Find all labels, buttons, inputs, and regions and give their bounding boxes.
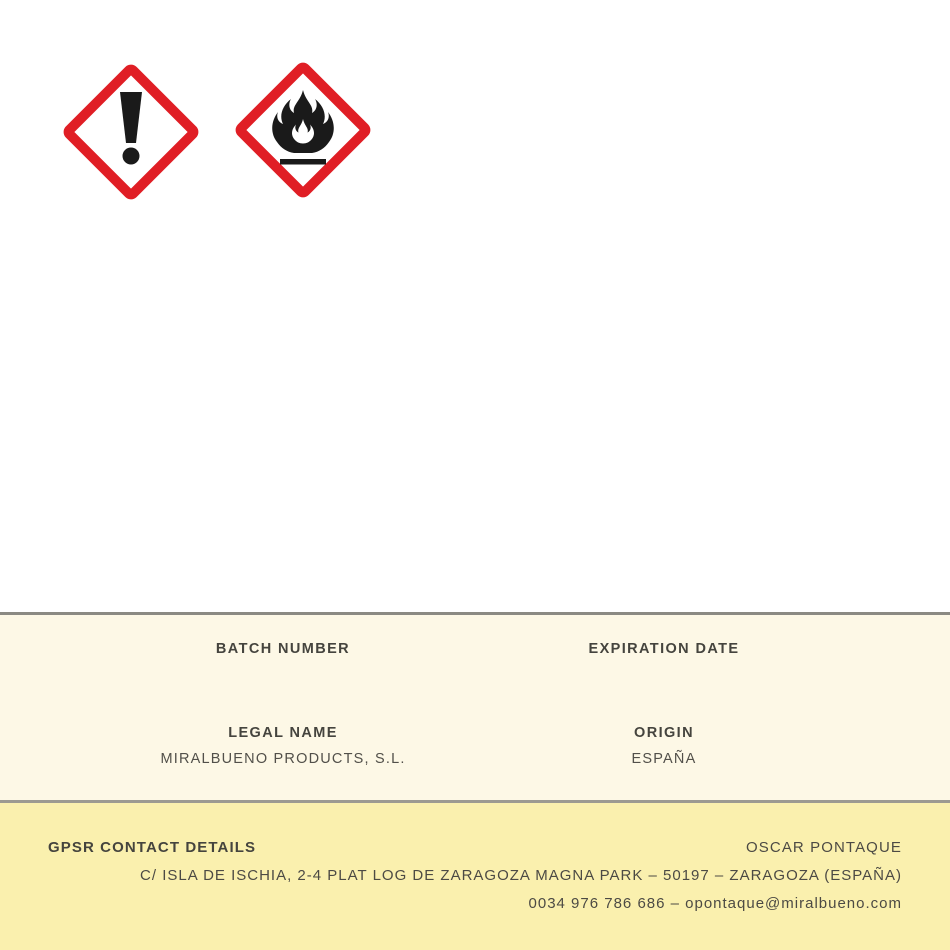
expiration-date-value	[464, 667, 864, 684]
gpsr-contact-title: GPSR CONTACT DETAILS	[48, 839, 257, 856]
origin-field	[464, 725, 864, 768]
batch-number-field	[83, 641, 483, 684]
expiration-date-field	[464, 641, 864, 684]
flame-icon	[233, 60, 373, 200]
legal-name-label: LEGAL NAME	[228, 725, 338, 741]
contact-address: C/ ISLA DE ISCHIA, 2-4 PLAT LOG DE ZARAGOZA MAGNA PARK – 50197 – ZARAGOZA (ESPAÑA)	[140, 867, 902, 884]
origin-value: ESPAÑA	[631, 751, 697, 767]
origin-label: ORIGIN	[634, 725, 694, 741]
expiration-date-label: EXPIRATION DATE	[588, 641, 740, 657]
exclamation-mark-icon	[61, 62, 201, 202]
contact-header-row	[48, 839, 902, 856]
contact-phone-email: 0034 976 786 686 – opontaque@miralbueno.com	[528, 895, 902, 912]
ghs-flame-pictogram	[233, 60, 373, 200]
contact-person-name: OSCAR PONTAQUE	[746, 839, 902, 856]
batch-number-label: BATCH NUMBER	[215, 641, 351, 657]
product-info-panel	[0, 615, 950, 800]
gpsr-contact-panel	[0, 803, 950, 950]
legal-name-field	[83, 725, 483, 768]
legal-name-value: MIRALBUENO PRODUCTS, S.L.	[160, 751, 406, 767]
batch-number-value	[83, 667, 483, 684]
ghs-exclamation-pictogram	[61, 62, 201, 202]
